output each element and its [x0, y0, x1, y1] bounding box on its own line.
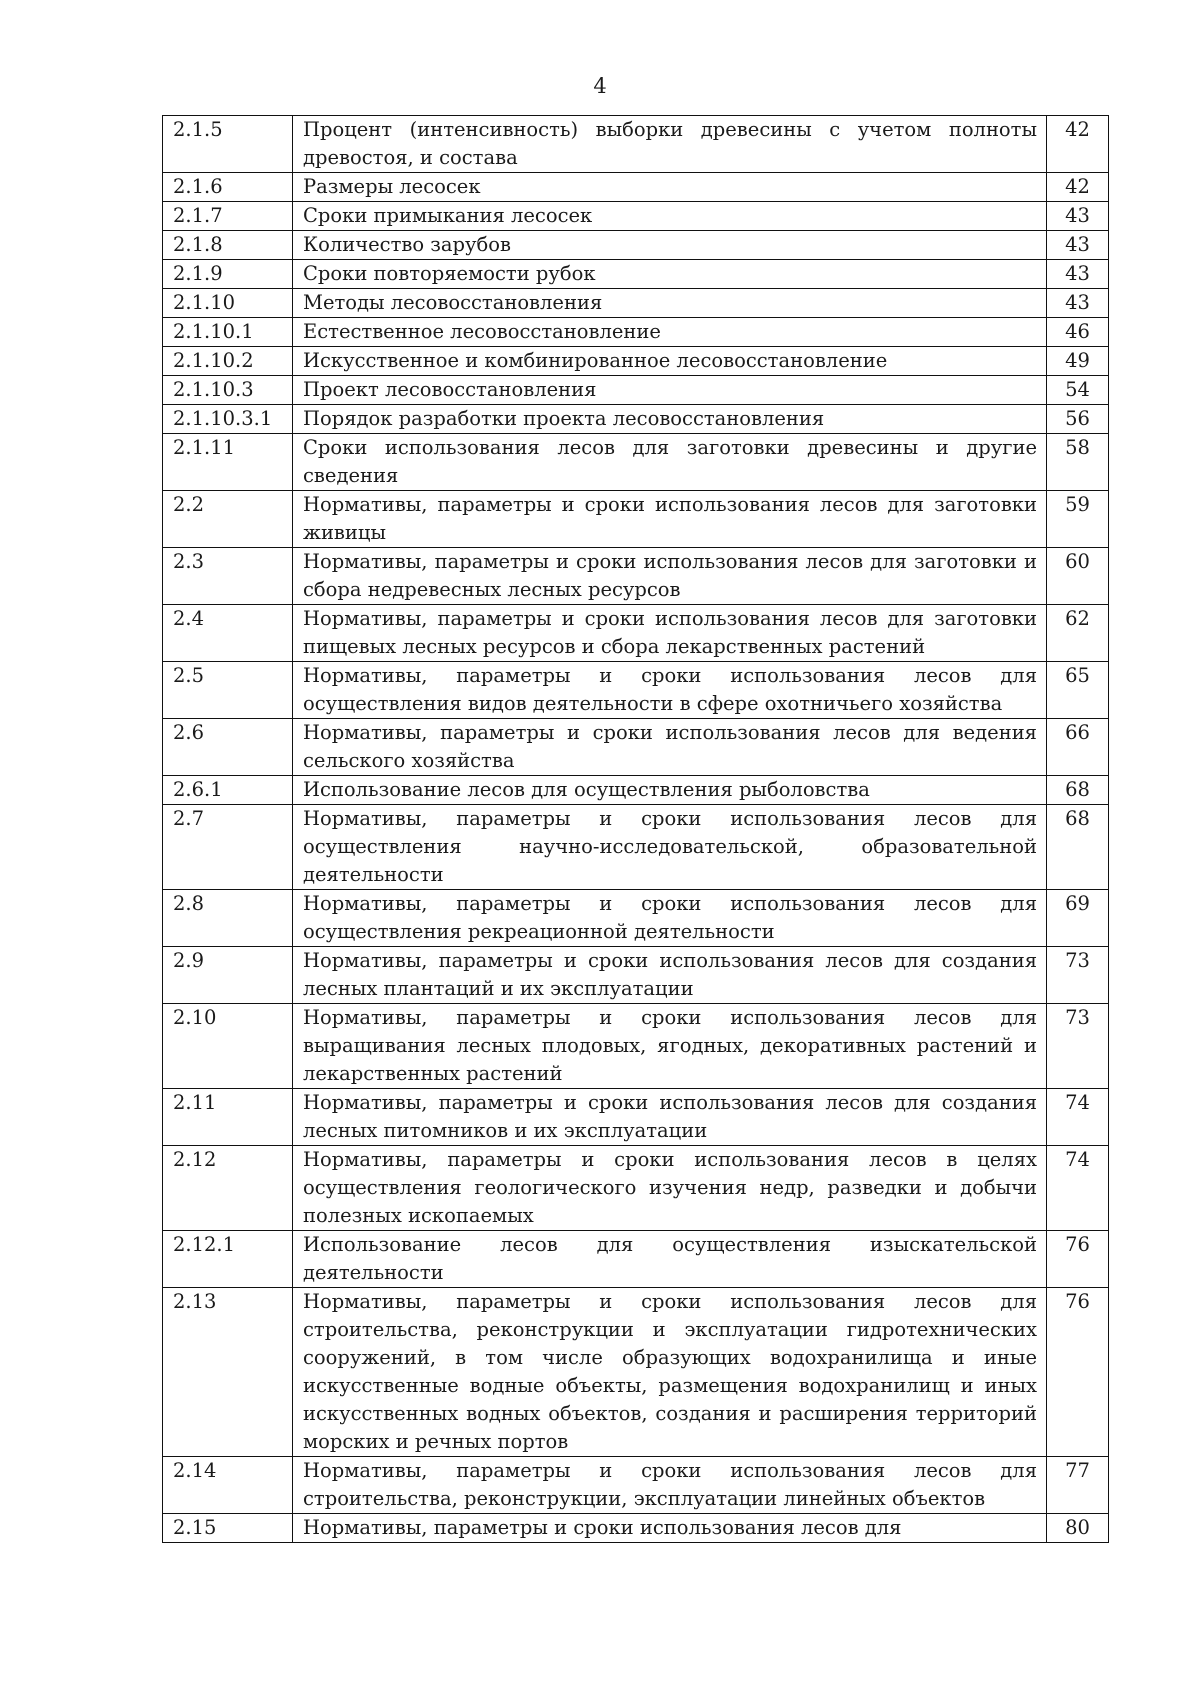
section-title: Проект лесовосстановления — [293, 376, 1047, 405]
section-number: 2.7 — [163, 805, 293, 890]
section-title: Нормативы, параметры и сроки использования лесов для осуществления научно-исследовательской, образовательной деятельности — [293, 805, 1047, 890]
section-title: Нормативы, параметры и сроки использования лесов для создания лесных питомников и их эксплуатации — [293, 1089, 1047, 1146]
section-title: Нормативы, параметры и сроки использования лесов для заготовки пищевых лесных ресурсов и сбора лекарственных растений — [293, 605, 1047, 662]
toc-row — [163, 662, 1109, 719]
section-page: 43 — [1047, 202, 1109, 231]
section-page: 76 — [1047, 1231, 1109, 1288]
section-number: 2.1.10.3 — [163, 376, 293, 405]
section-number: 2.1.5 — [163, 116, 293, 173]
section-page: 66 — [1047, 719, 1109, 776]
table-of-contents — [162, 115, 1109, 1543]
section-page: 73 — [1047, 1004, 1109, 1089]
section-page: 56 — [1047, 405, 1109, 434]
section-title: Сроки примыкания лесосек — [293, 202, 1047, 231]
section-page: 43 — [1047, 289, 1109, 318]
toc-row — [163, 947, 1109, 1004]
section-number: 2.10 — [163, 1004, 293, 1089]
section-number: 2.1.10 — [163, 289, 293, 318]
section-title: Сроки использования лесов для заготовки древесины и другие сведения — [293, 434, 1047, 491]
section-number: 2.1.11 — [163, 434, 293, 491]
section-page: 58 — [1047, 434, 1109, 491]
section-title: Сроки повторяемости рубок — [293, 260, 1047, 289]
section-page: 65 — [1047, 662, 1109, 719]
section-number: 2.1.10.2 — [163, 347, 293, 376]
section-title: Количество зарубов — [293, 231, 1047, 260]
toc-row — [163, 347, 1109, 376]
toc-row — [163, 231, 1109, 260]
toc-row — [163, 116, 1109, 173]
section-page: 80 — [1047, 1514, 1109, 1543]
toc-row — [163, 1288, 1109, 1457]
toc-body — [163, 116, 1109, 1543]
section-page: 77 — [1047, 1457, 1109, 1514]
section-page: 73 — [1047, 947, 1109, 1004]
section-title: Использование лесов для осуществления рыболовства — [293, 776, 1047, 805]
section-page: 62 — [1047, 605, 1109, 662]
section-number: 2.1.9 — [163, 260, 293, 289]
section-number: 2.15 — [163, 1514, 293, 1543]
section-page: 60 — [1047, 548, 1109, 605]
toc-row — [163, 605, 1109, 662]
section-number: 2.3 — [163, 548, 293, 605]
section-page: 74 — [1047, 1089, 1109, 1146]
toc-row — [163, 289, 1109, 318]
section-number: 2.13 — [163, 1288, 293, 1457]
section-title: Искусственное и комбинированное лесовосстановление — [293, 347, 1047, 376]
section-title: Методы лесовосстановления — [293, 289, 1047, 318]
section-number: 2.1.10.1 — [163, 318, 293, 347]
section-title: Нормативы, параметры и сроки использования лесов для заготовки и сбора недревесных лесных ресурсов — [293, 548, 1047, 605]
section-page: 74 — [1047, 1146, 1109, 1231]
section-number: 2.1.10.3.1 — [163, 405, 293, 434]
section-number: 2.1.8 — [163, 231, 293, 260]
section-title: Процент (интенсивность) выборки древесины с учетом полноты древостоя, и состава — [293, 116, 1047, 173]
section-number: 2.12.1 — [163, 1231, 293, 1288]
section-title: Нормативы, параметры и сроки использования лесов для выращивания лесных плодовых, ягодных, декоративных растений и лекарственных растений — [293, 1004, 1047, 1089]
section-title: Нормативы, параметры и сроки использования лесов для — [293, 1514, 1047, 1543]
toc-row — [163, 1514, 1109, 1543]
section-page: 76 — [1047, 1288, 1109, 1457]
section-title: Нормативы, параметры и сроки использования лесов для создания лесных плантаций и их эксплуатации — [293, 947, 1047, 1004]
section-number: 2.1.7 — [163, 202, 293, 231]
section-number: 2.8 — [163, 890, 293, 947]
section-title: Нормативы, параметры и сроки использования лесов для осуществления видов деятельности в сфере охотничьего хозяйства — [293, 662, 1047, 719]
section-title: Нормативы, параметры и сроки использования лесов для заготовки живицы — [293, 491, 1047, 548]
section-number: 2.6 — [163, 719, 293, 776]
section-page: 68 — [1047, 805, 1109, 890]
toc-row — [163, 434, 1109, 491]
section-page: 68 — [1047, 776, 1109, 805]
toc-row — [163, 1146, 1109, 1231]
section-number: 2.9 — [163, 947, 293, 1004]
toc-row — [163, 719, 1109, 776]
section-title: Нормативы, параметры и сроки использования лесов в целях осуществления геологического изучения недр, разведки и добычи полезных ископаемых — [293, 1146, 1047, 1231]
toc-row — [163, 376, 1109, 405]
toc-row — [163, 1457, 1109, 1514]
toc-row — [163, 260, 1109, 289]
section-number: 2.6.1 — [163, 776, 293, 805]
section-page: 59 — [1047, 491, 1109, 548]
toc-row — [163, 1231, 1109, 1288]
toc-row — [163, 548, 1109, 605]
section-title: Размеры лесосек — [293, 173, 1047, 202]
section-title: Нормативы, параметры и сроки использования лесов для осуществления рекреационной деятельности — [293, 890, 1047, 947]
section-page: 49 — [1047, 347, 1109, 376]
section-number: 2.5 — [163, 662, 293, 719]
section-number: 2.1.6 — [163, 173, 293, 202]
toc-row — [163, 776, 1109, 805]
toc-row — [163, 202, 1109, 231]
toc-row — [163, 805, 1109, 890]
section-number: 2.14 — [163, 1457, 293, 1514]
section-page: 42 — [1047, 116, 1109, 173]
section-page: 69 — [1047, 890, 1109, 947]
section-number: 2.2 — [163, 491, 293, 548]
section-page: 46 — [1047, 318, 1109, 347]
section-number: 2.12 — [163, 1146, 293, 1231]
section-title: Нормативы, параметры и сроки использования лесов для ведения сельского хозяйства — [293, 719, 1047, 776]
toc-row — [163, 405, 1109, 434]
section-title: Нормативы, параметры и сроки использования лесов для строительства, реконструкции и эксплуатации гидротехнических сооружений, в том числе образующих водохранилища и иные искусственные водные объекты, размещения водохранилищ и иных искусственных водных объектов, создания и расширения территорий морских и речных портов — [293, 1288, 1047, 1457]
section-title: Нормативы, параметры и сроки использования лесов для строительства, реконструкции, эксплуатации линейных объектов — [293, 1457, 1047, 1514]
section-page: 43 — [1047, 260, 1109, 289]
section-page: 43 — [1047, 231, 1109, 260]
section-title: Использование лесов для осуществления изыскательской деятельности — [293, 1231, 1047, 1288]
section-title: Естественное лесовосстановление — [293, 318, 1047, 347]
toc-row — [163, 318, 1109, 347]
section-number: 2.11 — [163, 1089, 293, 1146]
section-title: Порядок разработки проекта лесовосстановления — [293, 405, 1047, 434]
section-number: 2.4 — [163, 605, 293, 662]
toc-row — [163, 491, 1109, 548]
toc-row — [163, 890, 1109, 947]
section-page: 54 — [1047, 376, 1109, 405]
toc-row — [163, 1004, 1109, 1089]
section-page: 42 — [1047, 173, 1109, 202]
toc-row — [163, 1089, 1109, 1146]
toc-row — [163, 173, 1109, 202]
page-number: 4 — [593, 74, 607, 98]
